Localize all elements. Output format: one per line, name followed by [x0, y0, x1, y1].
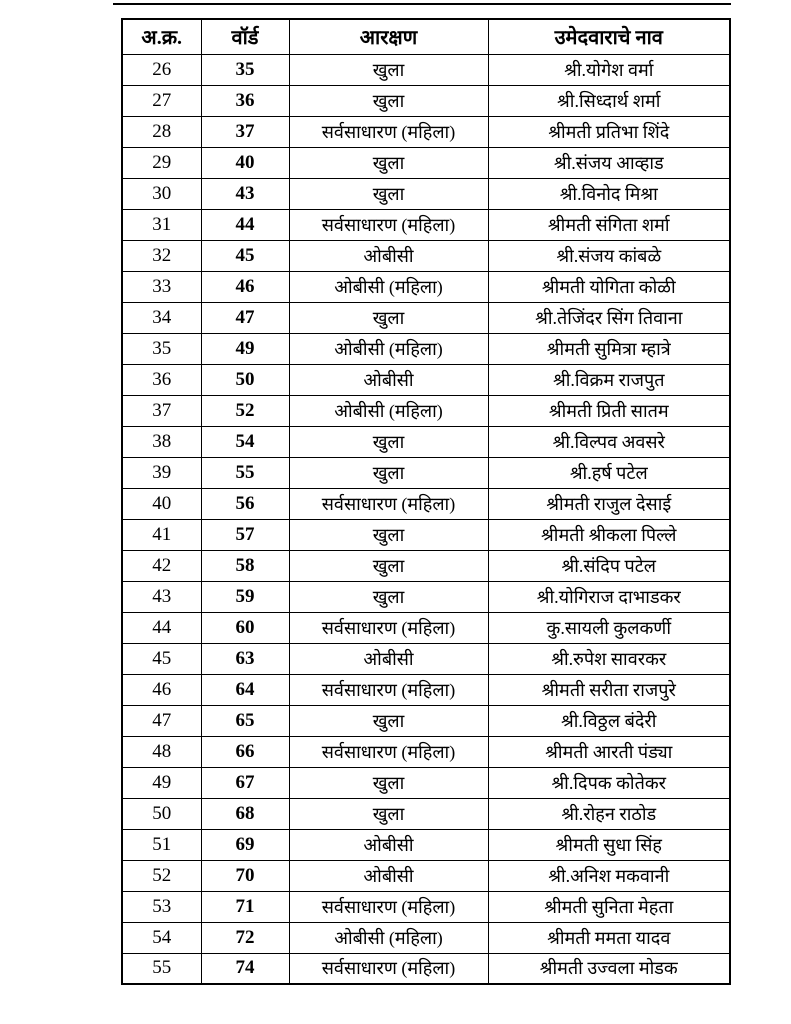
sr-no-cell: 32 — [122, 240, 201, 271]
candidate-name-cell: कु.सायली कुलकर्णी — [488, 612, 730, 643]
candidate-name-cell: श्री.संजय आव्हाड — [488, 147, 730, 178]
ward-cell: 64 — [201, 674, 289, 705]
table-row — [122, 519, 730, 550]
table-row — [122, 736, 730, 767]
ward-cell: 54 — [201, 426, 289, 457]
ward-cell: 55 — [201, 457, 289, 488]
ward-cell: 52 — [201, 395, 289, 426]
candidate-name-cell: श्रीमती सुनिता मेहता — [488, 891, 730, 922]
candidate-name-cell: श्री.योगिराज दाभाडकर — [488, 581, 730, 612]
reservation-cell: खुला — [289, 798, 488, 829]
candidate-name-cell: श्री.दिपक कोतेकर — [488, 767, 730, 798]
reservation-cell: सर्वसाधारण (महिला) — [289, 209, 488, 240]
candidate-name-cell: श्रीमती योगिता कोळी — [488, 271, 730, 302]
candidate-name-cell: श्री.रोहन राठोड — [488, 798, 730, 829]
table-row — [122, 860, 730, 891]
reservation-cell: सर्वसाधारण (महिला) — [289, 953, 488, 984]
sr-no-cell: 55 — [122, 953, 201, 984]
sr-no-cell: 35 — [122, 333, 201, 364]
reservation-cell: ओबीसी — [289, 829, 488, 860]
reservation-cell: ओबीसी (महिला) — [289, 271, 488, 302]
candidate-name-cell: श्रीमती सुमित्रा म्हात्रे — [488, 333, 730, 364]
ward-cell: 47 — [201, 302, 289, 333]
table-row — [122, 829, 730, 860]
reservation-cell: ओबीसी — [289, 364, 488, 395]
candidate-name-cell: श्री.योगेश वर्मा — [488, 54, 730, 85]
sr-no-cell: 54 — [122, 922, 201, 953]
reservation-cell: सर्वसाधारण (महिला) — [289, 488, 488, 519]
candidate-name-cell: श्री.संजय कांबळे — [488, 240, 730, 271]
reservation-cell: ओबीसी (महिला) — [289, 333, 488, 364]
sr-no-cell: 44 — [122, 612, 201, 643]
sr-no-cell: 51 — [122, 829, 201, 860]
candidate-name-cell: श्रीमती श्रीकला पिल्ले — [488, 519, 730, 550]
sr-no-cell: 33 — [122, 271, 201, 302]
candidate-name-cell: श्रीमती राजुल देसाई — [488, 488, 730, 519]
candidates-table — [121, 18, 731, 985]
reservation-cell: खुला — [289, 519, 488, 550]
ward-cell: 59 — [201, 581, 289, 612]
candidate-name-cell: श्रीमती आरती पंड्या — [488, 736, 730, 767]
table-row — [122, 488, 730, 519]
candidate-name-cell: श्रीमती सरीता राजपुरे — [488, 674, 730, 705]
ward-cell: 43 — [201, 178, 289, 209]
reservation-cell: सर्वसाधारण (महिला) — [289, 674, 488, 705]
sr-no-cell: 47 — [122, 705, 201, 736]
ward-cell: 40 — [201, 147, 289, 178]
candidate-name-cell: श्रीमती सुधा सिंह — [488, 829, 730, 860]
table-row — [122, 612, 730, 643]
table-row — [122, 674, 730, 705]
page-top-rule — [113, 3, 731, 5]
sr-no-cell: 26 — [122, 54, 201, 85]
reservation-cell: ओबीसी — [289, 643, 488, 674]
ward-cell: 56 — [201, 488, 289, 519]
column-header-ward: वॉर्ड — [201, 19, 289, 54]
reservation-cell: खुला — [289, 178, 488, 209]
candidate-name-cell: श्रीमती ममता यादव — [488, 922, 730, 953]
ward-cell: 68 — [201, 798, 289, 829]
ward-cell: 44 — [201, 209, 289, 240]
candidate-name-cell: श्री.विनोद मिश्रा — [488, 178, 730, 209]
sr-no-cell: 29 — [122, 147, 201, 178]
candidate-name-cell: श्रीमती प्रतिभा शिंदे — [488, 116, 730, 147]
sr-no-cell: 45 — [122, 643, 201, 674]
candidate-name-cell: श्री.विक्रम राजपुत — [488, 364, 730, 395]
candidate-name-cell: श्रीमती प्रिती सातम — [488, 395, 730, 426]
sr-no-cell: 48 — [122, 736, 201, 767]
sr-no-cell: 34 — [122, 302, 201, 333]
reservation-cell: खुला — [289, 302, 488, 333]
sr-no-cell: 41 — [122, 519, 201, 550]
sr-no-cell: 40 — [122, 488, 201, 519]
reservation-cell: खुला — [289, 54, 488, 85]
ward-cell: 50 — [201, 364, 289, 395]
reservation-cell: सर्वसाधारण (महिला) — [289, 612, 488, 643]
ward-cell: 58 — [201, 550, 289, 581]
ward-cell: 45 — [201, 240, 289, 271]
candidate-name-cell: श्री.तेजिंदर सिंग तिवाना — [488, 302, 730, 333]
table-row — [122, 271, 730, 302]
ward-cell: 71 — [201, 891, 289, 922]
candidate-name-cell: श्री.विल्पव अवसरे — [488, 426, 730, 457]
candidate-name-cell: श्री.संदिप पटेल — [488, 550, 730, 581]
reservation-cell: खुला — [289, 581, 488, 612]
ward-cell: 72 — [201, 922, 289, 953]
table-row — [122, 550, 730, 581]
sr-no-cell: 37 — [122, 395, 201, 426]
table-row — [122, 85, 730, 116]
table-row — [122, 147, 730, 178]
ward-cell: 66 — [201, 736, 289, 767]
reservation-cell: खुला — [289, 85, 488, 116]
table-row — [122, 333, 730, 364]
candidate-name-cell: श्रीमती संगिता शर्मा — [488, 209, 730, 240]
reservation-cell: ओबीसी — [289, 860, 488, 891]
ward-cell: 36 — [201, 85, 289, 116]
table-row — [122, 705, 730, 736]
reservation-cell: खुला — [289, 767, 488, 798]
reservation-cell: खुला — [289, 426, 488, 457]
candidate-name-cell: श्री.सिध्दार्थ शर्मा — [488, 85, 730, 116]
candidate-name-cell: श्री.रुपेश सावरकर — [488, 643, 730, 674]
reservation-cell: सर्वसाधारण (महिला) — [289, 116, 488, 147]
reservation-cell: सर्वसाधारण (महिला) — [289, 891, 488, 922]
sr-no-cell: 30 — [122, 178, 201, 209]
reservation-cell: ओबीसी — [289, 240, 488, 271]
table-row — [122, 798, 730, 829]
sr-no-cell: 50 — [122, 798, 201, 829]
table-header-row — [122, 19, 730, 54]
table-row — [122, 922, 730, 953]
sr-no-cell: 36 — [122, 364, 201, 395]
table-row — [122, 364, 730, 395]
reservation-cell: ओबीसी (महिला) — [289, 395, 488, 426]
candidate-name-cell: श्री.विठ्ठल बंदेरी — [488, 705, 730, 736]
sr-no-cell: 52 — [122, 860, 201, 891]
ward-cell: 70 — [201, 860, 289, 891]
column-header-candidate-name: उमेदवाराचे नाव — [488, 19, 730, 54]
reservation-cell: खुला — [289, 550, 488, 581]
ward-cell: 65 — [201, 705, 289, 736]
reservation-cell: खुला — [289, 705, 488, 736]
sr-no-cell: 39 — [122, 457, 201, 488]
ward-cell: 63 — [201, 643, 289, 674]
sr-no-cell: 38 — [122, 426, 201, 457]
table-body — [122, 54, 730, 984]
reservation-cell: खुला — [289, 147, 488, 178]
candidate-name-cell: श्रीमती उज्वला मोडक — [488, 953, 730, 984]
reservation-cell: सर्वसाधारण (महिला) — [289, 736, 488, 767]
ward-cell: 49 — [201, 333, 289, 364]
candidate-name-cell: श्री.हर्ष पटेल — [488, 457, 730, 488]
table-row — [122, 581, 730, 612]
table-row — [122, 891, 730, 922]
table-row — [122, 209, 730, 240]
column-header-sr-no: अ.क्र. — [122, 19, 201, 54]
sr-no-cell: 53 — [122, 891, 201, 922]
table-row — [122, 302, 730, 333]
table-row — [122, 426, 730, 457]
sr-no-cell: 43 — [122, 581, 201, 612]
sr-no-cell: 46 — [122, 674, 201, 705]
ward-cell: 37 — [201, 116, 289, 147]
sr-no-cell: 27 — [122, 85, 201, 116]
sr-no-cell: 31 — [122, 209, 201, 240]
table-row — [122, 240, 730, 271]
ward-cell: 67 — [201, 767, 289, 798]
table-row — [122, 953, 730, 984]
table-row — [122, 767, 730, 798]
table-row — [122, 178, 730, 209]
ward-cell: 35 — [201, 54, 289, 85]
reservation-cell: खुला — [289, 457, 488, 488]
table-row — [122, 643, 730, 674]
reservation-cell: ओबीसी (महिला) — [289, 922, 488, 953]
ward-cell: 69 — [201, 829, 289, 860]
ward-cell: 57 — [201, 519, 289, 550]
sr-no-cell: 28 — [122, 116, 201, 147]
ward-cell: 60 — [201, 612, 289, 643]
sr-no-cell: 42 — [122, 550, 201, 581]
candidate-name-cell: श्री.अनिश मकवानी — [488, 860, 730, 891]
table-row — [122, 116, 730, 147]
table-row — [122, 54, 730, 85]
column-header-reservation: आरक्षण — [289, 19, 488, 54]
ward-cell: 46 — [201, 271, 289, 302]
table-row — [122, 395, 730, 426]
sr-no-cell: 49 — [122, 767, 201, 798]
ward-cell: 74 — [201, 953, 289, 984]
table-row — [122, 457, 730, 488]
